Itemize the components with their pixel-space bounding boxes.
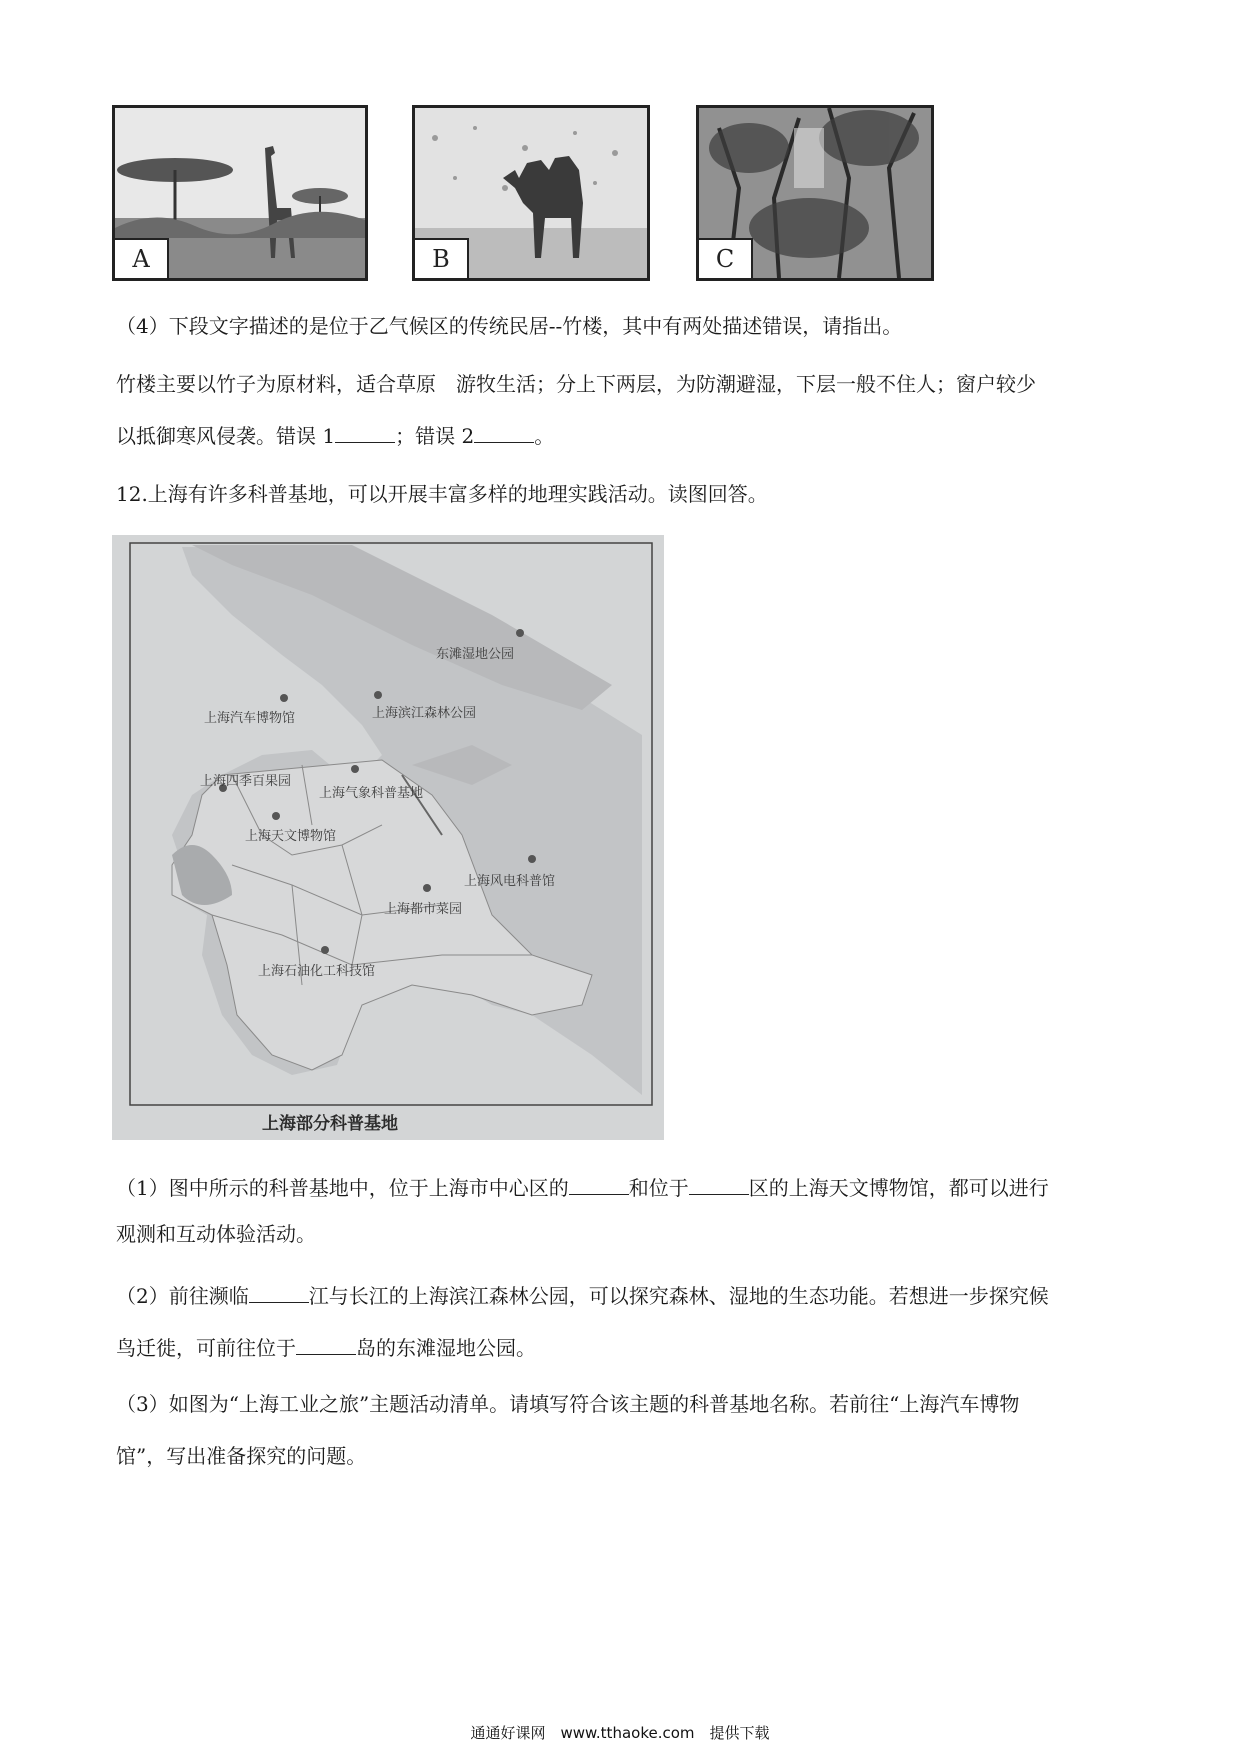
sub1-text-a: （1）图中所示的科普基地中，位于上海市中心区的 (116, 1176, 569, 1200)
map-label-fruit-garden: 上海四季百果园 (200, 774, 292, 789)
q4-line3-prefix: 以抵御寒风侵袭。错误 1 (116, 424, 336, 448)
q4-line3-end: 。 (534, 424, 555, 448)
photo-label: A (115, 238, 169, 278)
answer-blank-error-1[interactable] (335, 420, 395, 443)
q4-line1: （4）下段文字描述的是位于乙气候区的传统民居--竹楼，其中有两处描述错误，请指出。 (116, 314, 903, 338)
answer-blank-2b[interactable] (296, 1332, 356, 1355)
sub1-text-b: 和位于 (628, 1176, 689, 1200)
shanghai-map-figure (112, 535, 664, 1140)
map-label-binjiang-park: 上海滨江森林公园 (372, 706, 477, 721)
map-caption: 上海部分科普基地 (262, 1114, 398, 1134)
sub3-line2: 馆”，写出准备探究的问题。 (116, 1444, 367, 1468)
q12-title: 12.上海有许多科普基地，可以开展丰富多样的地理实践活动。读图回答。 (116, 482, 768, 506)
photo-c-rainforest (696, 105, 934, 281)
answer-blank-2a[interactable] (249, 1280, 309, 1303)
sub1-text-c: 区的上海天文博物馆，都可以进行 (748, 1176, 1049, 1200)
photo-label: C (699, 238, 753, 278)
sub2-line1 (116, 1270, 1126, 1322)
sub2-text-c: 鸟迁徙，可前往位于 (116, 1336, 296, 1360)
sub2-text-b: 江与长江的上海滨江森林公园，可以探究森林、湿地的生态功能。若想进一步探究候 (308, 1284, 1049, 1308)
photo-b-desert (412, 105, 650, 281)
photo-a-savanna (112, 105, 368, 281)
sub3-line1: （3）如图为“上海工业之旅”主题活动清单。请填写符合该主题的科普基地名称。若前往“上海汽车博物 (116, 1392, 1020, 1416)
photo-label: B (415, 238, 469, 278)
sub2-text-d: 岛的东滩湿地公园。 (356, 1336, 536, 1360)
map-label-wind-power: 上海风电科普馆 (464, 874, 556, 889)
q4-line3-mid: ；错误 2 (395, 424, 475, 448)
answer-blank-error-2[interactable] (474, 420, 534, 443)
map-label-petrochemical: 上海石油化工科技馆 (258, 964, 376, 979)
map-label-urban-garden: 上海都市菜园 (384, 902, 463, 917)
map-label-astronomy-museum: 上海天文博物馆 (245, 829, 337, 844)
sub2-text-a: （2）前往濒临 (116, 1284, 249, 1308)
q4-line2: 竹楼主要以竹子为原材料，适合草原 游牧生活；分上下两层，为防潮避湿，下层一般不住人；窗户较少 (116, 372, 1036, 396)
sub1-line1 (116, 1162, 1126, 1214)
sub2-line2 (116, 1322, 1126, 1374)
sub1-line2: 观测和互动体验活动。 (116, 1222, 316, 1246)
map-label-dongtan: 东滩湿地公园 (436, 647, 515, 662)
page-footer: 通通好课网 www.tthaoke.com 提供下载 (470, 1724, 770, 1742)
map-label-auto-museum: 上海汽车博物馆 (204, 711, 296, 726)
q4-line3 (116, 410, 1126, 462)
map-label-weather-base: 上海气象科普基地 (319, 786, 424, 801)
answer-blank-1b[interactable] (689, 1172, 749, 1195)
answer-blank-1a[interactable] (569, 1172, 629, 1195)
shanghai-map (112, 535, 664, 1140)
